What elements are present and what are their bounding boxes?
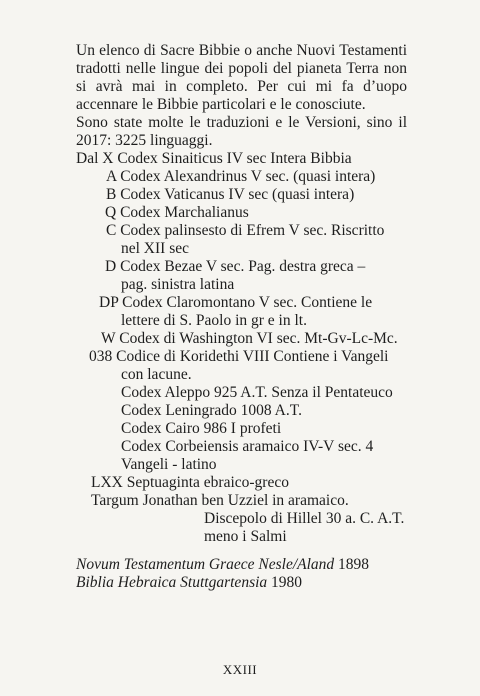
codex-entry-continuation: pag. sinistra latina: [121, 276, 235, 293]
edition-title: Biblia Hebraica Stuttgartensia: [76, 574, 268, 591]
codex-entry: B Codex Vaticanus IV sec (quasi intera): [106, 186, 355, 203]
codex-entry: D Codex Bezae V sec. Pag. destra greca –: [105, 258, 366, 275]
intro-line: accennare le Bibbie particolari e le conosciute.: [76, 96, 366, 113]
codex-entry: Codex Cairo 986 I profeti: [121, 420, 282, 437]
codex-entry: 038 Codice di Koridethi VIII Contiene i Vangeli: [89, 348, 389, 365]
codex-entry: Discepolo di Hillel 30 a. C. A.T.: [204, 510, 405, 527]
page-number: XXIII: [222, 662, 258, 677]
edition-title: Novum Testamentum Graece Nesle/Aland: [76, 556, 335, 573]
codex-entry-continuation: nel XII sec: [121, 240, 189, 257]
edition-line: [76, 574, 302, 592]
codex-entry: Targum Jonathan ben Uzziel in aramaico.: [91, 492, 349, 509]
codex-entry: Dal X Codex Sinaiticus IV sec Intera Bibbia: [76, 150, 352, 167]
codex-entry: Codex Corbeiensis aramaico IV-V sec. 4: [121, 438, 374, 455]
codex-entry: Codex Leningrado 1008 A.T.: [121, 402, 302, 419]
intro-line: Sono state molte le traduzioni e le Versioni, sino il: [76, 114, 407, 131]
codex-entry-continuation: Vangeli - latino: [121, 456, 217, 473]
codex-entry: DP Codex Claromontano V sec. Contiene le: [99, 294, 373, 311]
intro-line: tradotti nelle lingue dei popoli del pianeta Terra non: [76, 60, 407, 77]
edition-year: 1980: [271, 574, 303, 591]
codex-entry-continuation: lettere di S. Paolo in gr e in lt.: [121, 312, 307, 329]
edition-year: 1898: [338, 556, 370, 573]
codex-entry: W Codex di Washington VI sec. Mt-Gv-Lc-Mc.: [101, 330, 398, 347]
intro-line: 2017: 3225 linguaggi.: [76, 132, 213, 149]
codex-entry-continuation: meno i Salmi: [204, 528, 287, 545]
codex-entry: C Codex palinsesto di Efrem V sec. Riscritto: [106, 222, 385, 239]
codex-entry: A Codex Alexandrinus V sec. (quasi intera): [106, 168, 376, 185]
intro-line: si avrà mai in completo. Per cui mi fa d’uopo: [76, 78, 407, 95]
intro-line: Un elenco di Sacre Bibbie o anche Nuovi Testamenti: [76, 42, 407, 59]
edition-line: [76, 556, 369, 574]
codex-entry-continuation: con lacune.: [121, 366, 192, 383]
codex-entry: LXX Septuaginta ebraico-greco: [91, 474, 289, 491]
codex-entry: Codex Aleppo 925 A.T. Senza il Pentateuco: [121, 384, 393, 401]
codex-entry: Q Codex Marchalianus: [105, 204, 249, 221]
